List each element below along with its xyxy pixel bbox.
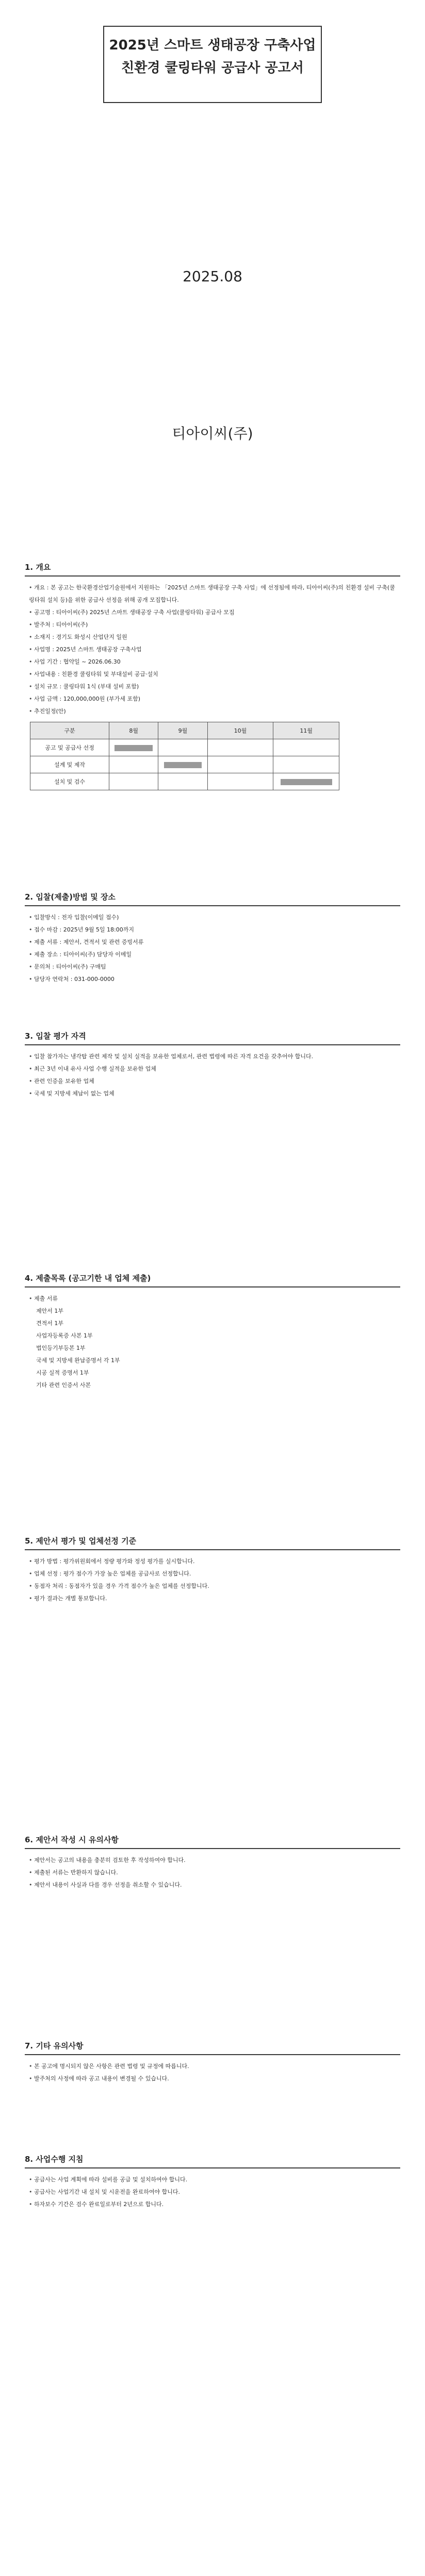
list-item: • 입찰방식 : 전자 입찰(이메일 접수) [29, 911, 400, 924]
list-item: • 접수 마감 : 2025년 9월 5일 18:00까지 [29, 924, 400, 936]
sub-item: 국세 및 지방세 완납증명서 각 1부 [36, 1357, 120, 1364]
section-evaluation-criteria [25, 1535, 400, 1605]
list-item: • 사업명 : 2025년 스마트 생태공장 구축사업 [29, 643, 400, 656]
list-item: • 업체 선정 : 평가 점수가 가장 높은 업체를 공급사로 선정합니다. [29, 1568, 400, 1580]
cover-company: 티아이씨(주) [172, 425, 253, 442]
schedule-row-label: 공고 및 공급사 선정 [30, 739, 109, 756]
schedule-header: 9월 [158, 722, 207, 739]
cover-date: 2025.08 [183, 268, 242, 285]
list-item: • 관련 인증을 보유한 업체 [29, 1075, 400, 1088]
list-item: • 제출 서류 [29, 1293, 400, 1305]
list-item: • 개요 : 본 공고는 한국환경산업기술원에서 지원하는 「2025년 스마트 생태공장 구축 사업」에 선정됨에 따라, 티아이씨(주)의 친환경 설비 구축(쿨링타워 설치 등)을 위한 공급사 선정을 위해 공개 모집합니다. [29, 582, 400, 606]
list-item: • 문의처 : 티아이씨(주) 구매팀 [29, 961, 400, 973]
sub-item: 견적서 1부 [36, 1320, 63, 1327]
list-item: • 국세 및 지방세 체납이 없는 업체 [29, 1088, 400, 1100]
schedule-header: 8월 [109, 722, 158, 739]
sub-item: 시공 실적 증명서 1부 [36, 1369, 89, 1376]
list-item: • 사업 금액 : 120,000,000원 (부가세 포함) [29, 693, 400, 705]
list-item: • 하자보수 기간은 검수 완료일로부터 2년으로 합니다. [29, 2198, 400, 2211]
cover-title-line2: 친환경 쿨링타워 공급사 공고서 [121, 60, 304, 76]
section-documents [25, 1273, 400, 1392]
list-item: • 동점자 처리 : 동점자가 있을 경우 가격 점수가 높은 업체를 선정합니다. [29, 1580, 400, 1592]
list-item: • 제안서 내용이 사실과 다를 경우 선정을 취소할 수 있습니다. [29, 1879, 400, 1891]
list-item: • 제출 장소 : 티아이씨(주) 담당자 이메일 [29, 948, 400, 961]
list-item: • 평가 결과는 개별 통보합니다. [29, 1592, 400, 1605]
sub-item: 기타 관련 인증서 사본 [36, 1382, 91, 1388]
list-item: • 설치 규모 : 쿨링타워 1식 (부대 설비 포함) [29, 681, 400, 693]
section-title: 6. 제안서 작성 시 유의사항 [25, 1834, 400, 1849]
list-item: • 사업내용 : 친환경 쿨링타워 및 부대설비 공급·설치 [29, 668, 400, 681]
sub-item: 법인등기부등본 1부 [36, 1345, 86, 1351]
list-item: • 제출 서류 : 제안서, 견적서 및 관련 증빙서류 [29, 936, 400, 948]
list-item: • 소재지 : 경기도 화성시 산업단지 일원 [29, 631, 400, 643]
section-title: 7. 기타 유의사항 [25, 2040, 400, 2055]
list-item: • 제안서는 공고의 내용을 충분히 검토한 후 작성하여야 합니다. [29, 1854, 400, 1867]
section-title: 2. 입찰(제출)방법 및 장소 [25, 891, 400, 906]
list-item: • 공급사는 사업기간 내 설치 및 시운전을 완료하여야 합니다. [29, 2186, 400, 2198]
schedule-bar [164, 762, 202, 768]
list-item: • 평가 방법 : 평가위원회에서 정량 평가와 정성 평가를 실시합니다. [29, 1555, 400, 1568]
cover-title-box [103, 26, 322, 103]
section-title: 1. 개요 [25, 562, 400, 577]
list-item: • 추진일정(안) [29, 705, 400, 718]
schedule-header: 구분 [30, 722, 109, 739]
section-bid-method [25, 891, 400, 986]
section-other-notes [25, 2040, 400, 2085]
list-item: • 입찰 참가자는 냉각탑 관련 제작 및 설치 실적을 보유한 업체로서, 관련 법령에 따른 자격 요건을 갖추어야 합니다. [29, 1050, 400, 1063]
list-item: • 사업 기간 : 협약일 ~ 2026.06.30 [29, 656, 400, 668]
sub-item: 제안서 1부 [36, 1308, 63, 1314]
list-item: • 발주처 : 티아이씨(주) [29, 619, 400, 631]
section-proposal-notes [25, 1834, 400, 1891]
section-overview [25, 562, 400, 790]
list-item: • 제출된 서류는 반환하지 않습니다. [29, 1867, 400, 1879]
list-item: • 발주처의 사정에 따라 공고 내용이 변경될 수 있습니다. [29, 2073, 400, 2085]
schedule-header: 11월 [273, 722, 339, 739]
schedule-row-label: 설계 및 제작 [30, 756, 109, 773]
list-item: • 공고명 : 티아이씨(주) 2025년 스마트 생태공장 구축 사업(쿨링타워) 공급사 모집 [29, 606, 400, 619]
section-project-guidelines [25, 2154, 400, 2211]
section-eligibility [25, 1030, 400, 1100]
section-title: 4. 제출목록 (공고기한 내 업체 제출) [25, 1273, 400, 1287]
schedule-header: 10월 [207, 722, 273, 739]
list-item: • 담당자 연락처 : 031-000-0000 [29, 973, 400, 986]
section-title: 3. 입찰 평가 자격 [25, 1030, 400, 1045]
list-item: • 본 공고에 명시되지 않은 사항은 관련 법령 및 규정에 따릅니다. [29, 2060, 400, 2073]
cover-title-line1: 2025년 스마트 생태공장 구축사업 [109, 38, 316, 53]
schedule-table [30, 722, 339, 790]
list-item: • 최근 3년 이내 유사 사업 수행 실적을 보유한 업체 [29, 1063, 400, 1075]
schedule-bar [281, 779, 332, 785]
schedule-bar [115, 745, 153, 751]
section-title: 5. 제안서 평가 및 업체선정 기준 [25, 1535, 400, 1550]
sub-item: 사업자등록증 사본 1부 [36, 1332, 93, 1339]
schedule-row-label: 설치 및 검수 [30, 773, 109, 790]
list-item: • 공급사는 사업 계획에 따라 설비를 공급 및 설치하여야 합니다. [29, 2174, 400, 2186]
section-title: 8. 사업수행 지침 [25, 2154, 400, 2168]
